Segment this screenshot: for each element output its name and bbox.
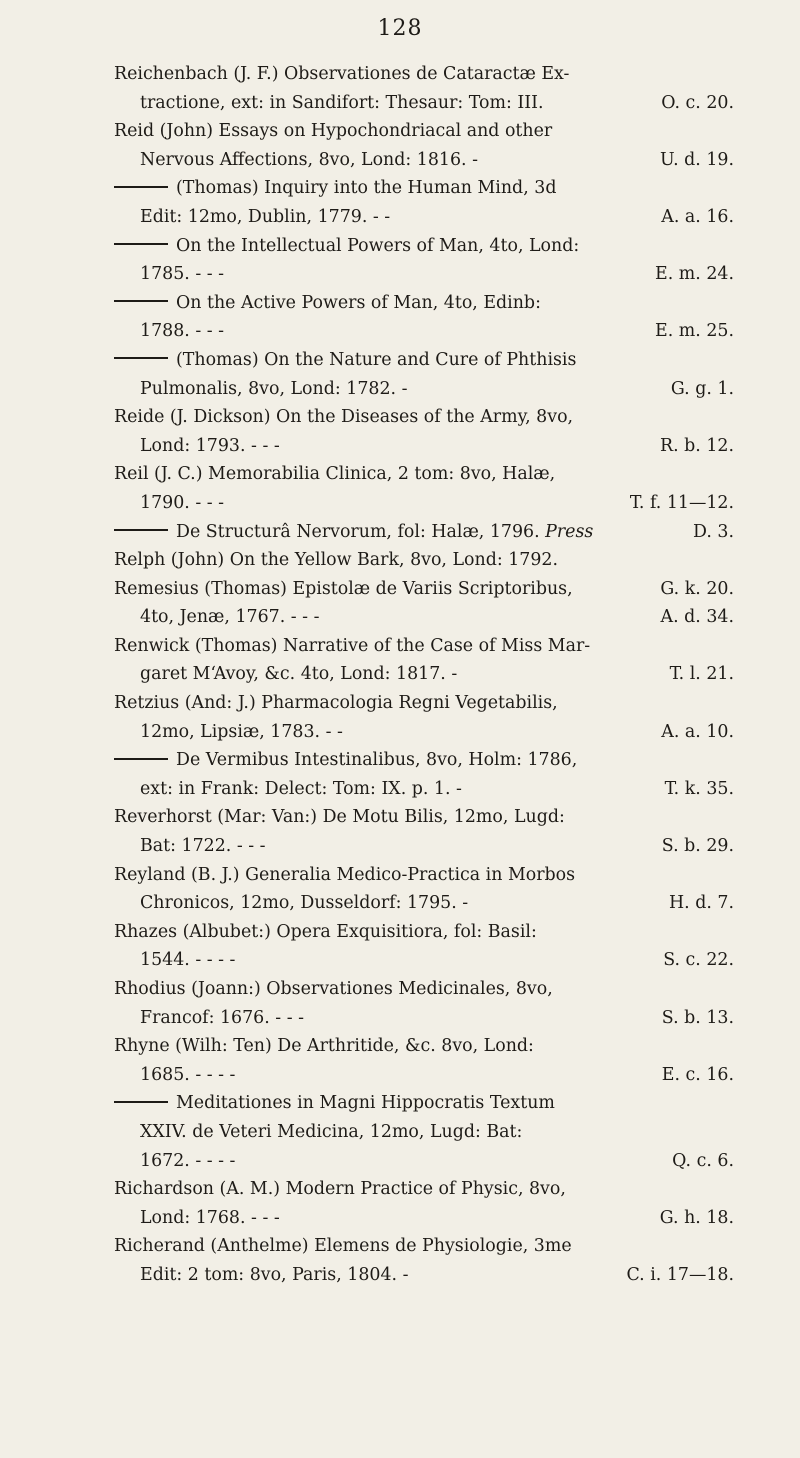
ditto-dash xyxy=(114,357,168,359)
entry-text: tractione, ext: in Sandifort: Thesaur: Tom: III. xyxy=(140,92,544,113)
catalogue-entry xyxy=(114,403,734,460)
catalogue-entry xyxy=(114,1232,734,1289)
entry-line xyxy=(114,346,734,375)
shelf-mark: A. a. 10. xyxy=(661,721,734,742)
entry-text: Remesius (Thomas) Epistolæ de Variis Scriptoribus, xyxy=(114,578,573,599)
catalogue-entry xyxy=(114,174,734,231)
entry-line xyxy=(114,260,734,289)
entry-text: Relph (John) On the Yellow Bark, 8vo, Lond: 1792. xyxy=(114,550,559,571)
entry-line xyxy=(114,546,734,575)
entry-line xyxy=(114,489,734,518)
entry-line xyxy=(114,1118,734,1147)
shelf-mark: C. i. 17—18. xyxy=(626,1264,734,1285)
entry-line xyxy=(114,1232,734,1261)
entry-text: Nervous Affections, 8vo, Lond: 1816. - xyxy=(140,149,478,170)
entry-text: On the Intellectual Powers of Man, 4to, Lond: xyxy=(176,235,580,256)
ditto-dash xyxy=(114,186,168,188)
entry-line xyxy=(114,375,734,404)
entry-line xyxy=(114,689,734,718)
shelf-mark: E. m. 24. xyxy=(655,264,734,285)
entry-line xyxy=(114,1261,734,1290)
shelf-mark: G. h. 18. xyxy=(659,1207,734,1228)
shelf-mark: U. d. 19. xyxy=(660,149,734,170)
entry-text: Rhodius (Joann:) Observationes Medicinales, 8vo, xyxy=(114,979,553,999)
catalogue-entry xyxy=(114,803,734,860)
shelf-mark: T. l. 21. xyxy=(669,664,734,685)
entry-line xyxy=(114,575,734,604)
entry-text: Rhazes (Albubet:) Opera Exquisitiora, fol: Basil: xyxy=(114,921,537,942)
entry-line xyxy=(114,660,734,689)
entry-line xyxy=(114,632,734,661)
entry-text: Richerand (Anthelme) Elemens de Physiologie, 3me xyxy=(114,1236,572,1257)
entry-line xyxy=(114,432,734,461)
entry-text: On the Active Powers of Man, 4to, Edinb: xyxy=(176,292,541,313)
entry-text: De Structurâ Nervorum, fol: Halæ, 1796. xyxy=(176,521,540,542)
catalogue-entry xyxy=(114,861,734,918)
entry-text: Chronicos, 12mo, Dusseldorf: 1795. - xyxy=(140,893,469,914)
page-number: 128 xyxy=(377,16,423,41)
shelf-mark: G. g. 1. xyxy=(670,378,734,399)
entry-text: Reil (J. C.) Memorabilia Clinica, 2 tom: 8vo, Halæ, xyxy=(114,464,556,485)
entry-text: 12mo, Lipsiæ, 1783. - - xyxy=(140,721,343,742)
shelf-mark: R. b. 12. xyxy=(660,435,734,456)
entry-line xyxy=(114,775,734,804)
catalogue-entry xyxy=(114,518,734,547)
catalogue-entry xyxy=(114,689,734,746)
shelf-mark: H. d. 7. xyxy=(668,893,734,914)
catalogue-entry xyxy=(114,289,734,346)
entry-line xyxy=(114,1032,734,1061)
shelf-mark: T. f. 11—12. xyxy=(629,492,734,513)
entry-text: De Vermibus Intestinalibus, 8vo, Holm: 1786, xyxy=(176,750,578,771)
entry-line xyxy=(114,1147,734,1176)
entry-text: Bat: 1722. - - - xyxy=(140,836,266,857)
entry-line xyxy=(114,803,734,832)
entry-text: Reverhorst (Mar: Van:) De Motu Bilis, 12mo, Lugd: xyxy=(114,807,565,828)
entry-text: garet M‘Avoy, &c. 4to, Lond: 1817. - xyxy=(140,664,458,685)
ditto-dash xyxy=(114,300,168,302)
ditto-dash xyxy=(114,529,168,531)
entry-line xyxy=(114,746,734,775)
entry-line xyxy=(114,975,734,1004)
shelf-mark: O. c. 20. xyxy=(661,92,734,113)
entry-text: 1544. - - - - xyxy=(140,950,236,971)
entry-text: Reid (John) Essays on Hypochondriacal and other xyxy=(114,121,553,142)
entry-line xyxy=(114,1175,734,1204)
entry-text: (Thomas) On the Nature and Cure of Phthisis xyxy=(176,349,577,370)
entry-text: Francof: 1676. - - - xyxy=(140,1007,304,1028)
entry-text: Pulmonalis, 8vo, Lond: 1782. - xyxy=(140,378,408,399)
entry-line xyxy=(114,146,734,175)
catalogue-entry xyxy=(114,60,734,117)
entry-text: 1672. - - - - xyxy=(140,1150,236,1171)
catalogue-entries xyxy=(114,60,734,1290)
entry-text: Renwick (Thomas) Narrative of the Case of Miss Mar- xyxy=(114,635,591,656)
entry-line xyxy=(114,918,734,947)
catalogue-entry xyxy=(114,746,734,803)
entry-line xyxy=(114,232,734,261)
shelf-mark: A. a. 16. xyxy=(661,206,734,227)
entry-line xyxy=(114,1061,734,1090)
catalogue-entry xyxy=(114,460,734,517)
entry-line xyxy=(114,946,734,975)
entry-text: Richardson (A. M.) Modern Practice of Physic, 8vo, xyxy=(114,1179,566,1200)
entry-line xyxy=(114,1089,734,1118)
catalogue-entry xyxy=(114,232,734,289)
shelf-mark: Q. c. 6. xyxy=(672,1150,734,1171)
entry-text: Meditationes in Magni Hippocratis Textum xyxy=(176,1093,555,1114)
ditto-dash xyxy=(114,758,168,760)
entry-text: 4to, Jenæ, 1767. - - - xyxy=(140,607,320,628)
entry-text: XXIV. de Veteri Medicina, 12mo, Lugd: Bat: xyxy=(140,1121,523,1142)
entry-text: Retzius (And: J.) Pharmacologia Regni Vegetabilis, xyxy=(114,693,558,714)
entry-text: Reide (J. Dickson) On the Diseases of the Army, 8vo, xyxy=(114,407,574,428)
catalogue-entry xyxy=(114,1032,734,1089)
shelf-mark: G. k. 20. xyxy=(660,578,734,599)
catalogue-entry xyxy=(114,632,734,689)
catalogue-entry xyxy=(114,975,734,1032)
shelf-mark: E. m. 25. xyxy=(655,321,734,342)
entry-text: 1788. - - - xyxy=(140,321,224,342)
entry-line xyxy=(114,603,734,632)
entry-line xyxy=(114,518,734,547)
entry-line xyxy=(114,203,734,232)
entry-text: Lond: 1793. - - - xyxy=(140,435,280,456)
entry-line xyxy=(114,832,734,861)
entry-text: Edit: 2 tom: 8vo, Paris, 1804. - xyxy=(140,1264,409,1285)
entry-line xyxy=(114,718,734,747)
entry-text: (Thomas) Inquiry into the Human Mind, 3d xyxy=(176,178,557,199)
catalogue-entry xyxy=(114,575,734,632)
shelf-mark: E. c. 16. xyxy=(661,1064,734,1085)
press-mark: Press xyxy=(539,521,594,542)
entry-text: ext: in Frank: Delect: Tom: IX. p. 1. - xyxy=(140,778,462,799)
catalogue-entry xyxy=(114,117,734,174)
entry-text: Rhyne (Wilh: Ten) De Arthritide, &c. 8vo, Lond: xyxy=(114,1036,534,1057)
shelf-mark: S. c. 22. xyxy=(663,950,734,971)
ditto-dash xyxy=(114,243,168,245)
shelf-mark: A. d. 34. xyxy=(660,607,734,628)
entry-line xyxy=(114,60,734,89)
ditto-dash xyxy=(114,1101,168,1103)
entry-line xyxy=(114,289,734,318)
entry-line xyxy=(114,117,734,146)
entry-line xyxy=(114,861,734,890)
entry-text: 1685. - - - - xyxy=(140,1064,236,1085)
entry-text: Reyland (B. J.) Generalia Medico-Practica in Morbos xyxy=(114,864,576,885)
catalogue-entry xyxy=(114,918,734,975)
shelf-mark: D. 3. xyxy=(693,521,734,542)
catalogue-entry xyxy=(114,1175,734,1232)
entry-line xyxy=(114,460,734,489)
shelf-mark: S. b. 13. xyxy=(661,1007,734,1028)
catalogue-entry xyxy=(114,1089,734,1175)
entry-text: Edit: 12mo, Dublin, 1779. - - xyxy=(140,206,391,227)
entry-line xyxy=(114,403,734,432)
entry-line xyxy=(114,1004,734,1033)
entry-text: 1785. - - - xyxy=(140,264,224,285)
entry-line xyxy=(114,1204,734,1233)
shelf-mark: S. b. 29. xyxy=(661,836,734,857)
entry-line xyxy=(114,317,734,346)
catalogue-entry xyxy=(114,346,734,403)
shelf-mark: T. k. 35. xyxy=(664,778,734,799)
entry-text: Reichenbach (J. F.) Observationes de Cataractæ Ex- xyxy=(114,64,570,84)
entry-line xyxy=(114,174,734,203)
entry-text: 1790. - - - xyxy=(140,492,224,513)
entry-text: Lond: 1768. - - - xyxy=(140,1207,280,1228)
entry-line xyxy=(114,89,734,118)
entry-line xyxy=(114,889,734,918)
